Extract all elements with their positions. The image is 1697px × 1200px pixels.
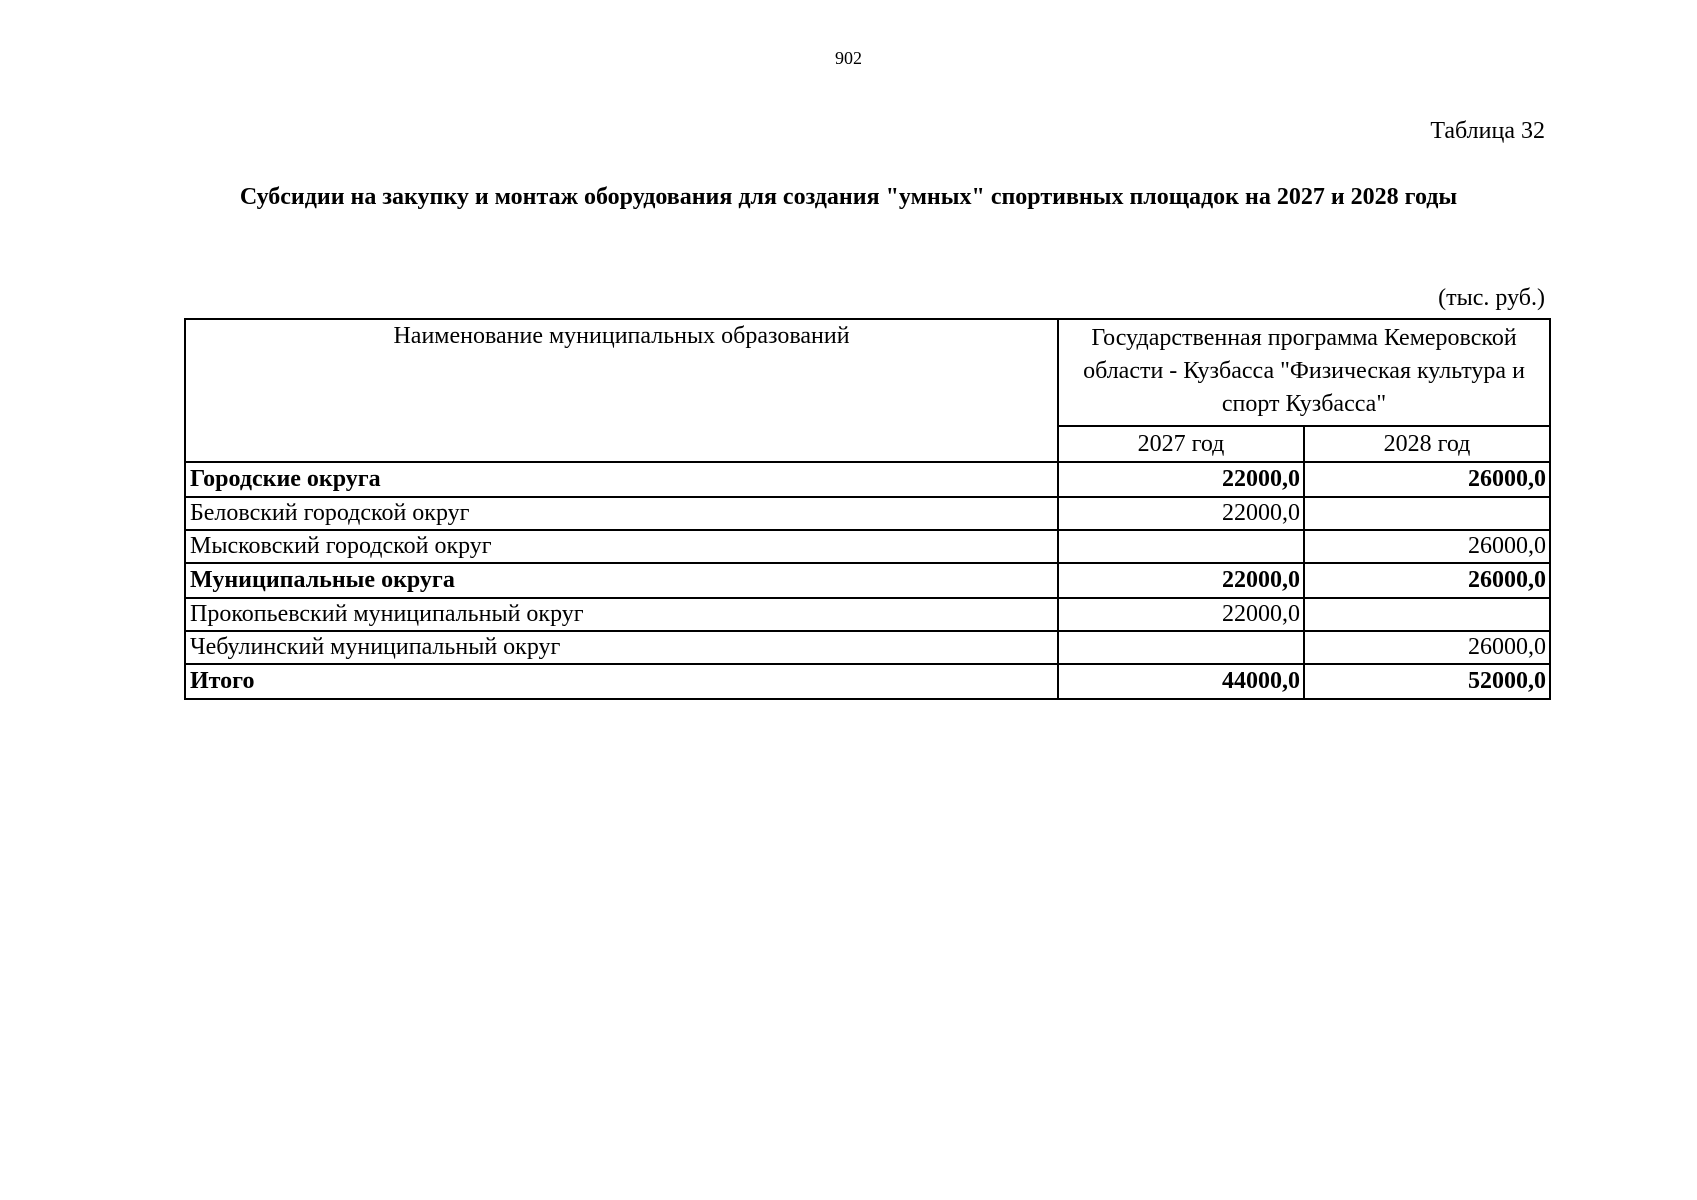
table-row-chebulinsky — [185, 631, 1550, 664]
page-number: 902 — [835, 48, 862, 68]
row-value-2028 — [1304, 497, 1550, 530]
row-value-2027 — [1058, 631, 1304, 664]
row-value-2028: 26000,0 — [1304, 462, 1550, 497]
table-row-urban-districts — [185, 462, 1550, 497]
row-name: Прокопьевский муниципальный округ — [185, 598, 1058, 631]
header-year-2028: 2028 год — [1304, 426, 1550, 462]
units-label: (тыс. руб.) — [1438, 285, 1545, 311]
table-row-municipal-districts — [185, 563, 1550, 598]
row-name: Муниципальные округа — [185, 563, 1058, 598]
table-caption: Таблица 32 — [1430, 118, 1545, 144]
row-value-2028: 26000,0 — [1304, 631, 1550, 664]
row-value-2027: 22000,0 — [1058, 598, 1304, 631]
row-value-2028 — [1304, 598, 1550, 631]
table-row-prokopyevsky — [185, 598, 1550, 631]
table-header-row — [185, 319, 1550, 426]
row-value-2027: 22000,0 — [1058, 497, 1304, 530]
row-value-2027: 22000,0 — [1058, 563, 1304, 598]
table-row-total — [185, 664, 1550, 699]
table-row-myskovsky — [185, 530, 1550, 563]
header-municipality-name: Наименование муниципальных образований — [185, 319, 1058, 462]
row-value-2028: 52000,0 — [1304, 664, 1550, 699]
row-name: Итого — [185, 664, 1058, 699]
row-value-2028: 26000,0 — [1304, 563, 1550, 598]
subsidies-table — [184, 318, 1551, 700]
row-value-2027: 22000,0 — [1058, 462, 1304, 497]
header-year-2027: 2027 год — [1058, 426, 1304, 462]
row-name: Городские округа — [185, 462, 1058, 497]
row-name: Чебулинский муниципальный округ — [185, 631, 1058, 664]
table-row-belovsky — [185, 497, 1550, 530]
row-name: Беловский городской округ — [185, 497, 1058, 530]
header-state-program: Государственная программа Кемеровской области - Кузбасса "Физическая культура и спорт Кузбасса" — [1058, 319, 1550, 426]
row-value-2027: 44000,0 — [1058, 664, 1304, 699]
row-value-2028: 26000,0 — [1304, 530, 1550, 563]
row-value-2027 — [1058, 530, 1304, 563]
row-name: Мысковский городской округ — [185, 530, 1058, 563]
document-title: Субсидии на закупку и монтаж оборудования для создания "умных" спортивных площадок на 2027 и 2028 годы — [239, 184, 1458, 210]
